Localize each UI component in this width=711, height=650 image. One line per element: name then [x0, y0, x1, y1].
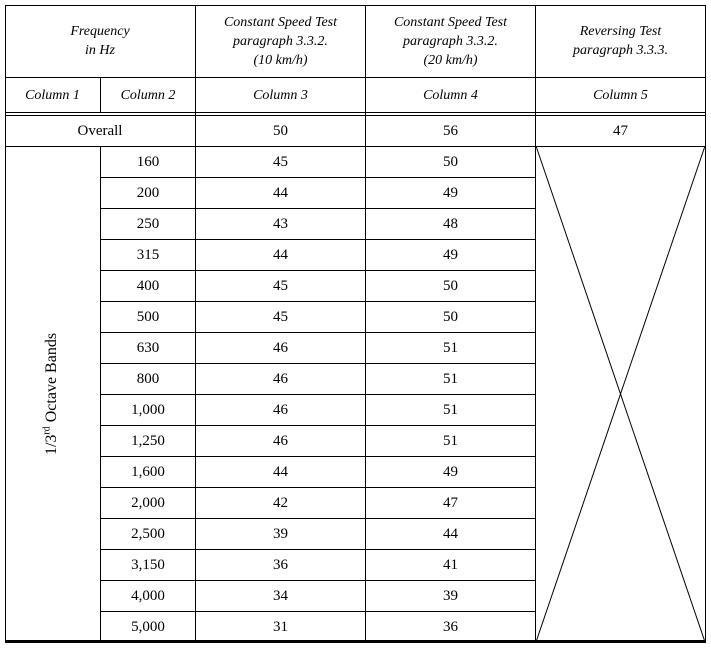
band-frequency: 1,600	[131, 463, 165, 480]
col4-header-line2: paragraph 3.3.2.	[403, 33, 498, 49]
band-col3-value: 44	[273, 463, 288, 480]
band-frequency: 200	[136, 184, 160, 201]
band-col4-value: 41	[443, 556, 458, 573]
band-col4-value: 49	[443, 463, 458, 480]
band-col3-value: 44	[273, 184, 288, 201]
column-row-double-border-top	[5, 112, 706, 113]
frequency-header-line1: Frequency	[70, 24, 130, 39]
band-col3-value: 45	[273, 153, 288, 170]
overall-label: Overall	[77, 122, 123, 139]
band-frequency: 2,000	[131, 494, 165, 511]
column-1-label: Column 1	[25, 87, 80, 103]
octave-bands-prefix: 1/3	[43, 434, 61, 455]
band-frequency: 500	[136, 308, 160, 325]
col3-header-line2: paragraph 3.3.2.	[233, 33, 328, 49]
band-col4-value: 50	[443, 277, 458, 294]
octave-bands-label	[5, 146, 100, 641]
column-5-label: Column 5	[593, 87, 648, 103]
column-2-label: Column 2	[120, 87, 176, 103]
band-col4-value: 50	[443, 308, 458, 325]
band-col3-value: 45	[273, 308, 288, 325]
band-col3-value: 46	[273, 370, 288, 387]
col5-header-line1: Reversing Test	[579, 24, 662, 39]
band-col4-value: 49	[443, 184, 458, 201]
band-col3-value: 42	[273, 494, 288, 511]
band-col3-value: 39	[273, 525, 288, 542]
col4-header-line1: Constant Speed Test	[393, 14, 508, 30]
column5-crossed-out-cell	[536, 146, 705, 642]
col4-header-line3: (20 km/h)	[423, 52, 478, 68]
band-frequency: 160	[136, 153, 160, 170]
band-col3-value: 44	[273, 246, 288, 263]
band-frequency: 1,250	[131, 432, 165, 449]
column-4-label: Column 4	[423, 87, 478, 103]
band-col4-value: 44	[443, 525, 458, 542]
band-frequency: 4,000	[131, 587, 165, 604]
band-col4-value: 51	[443, 432, 458, 449]
col3-header-line1: Constant Speed Test	[223, 14, 338, 30]
band-frequency: 2,500	[131, 525, 165, 542]
band-frequency: 400	[136, 277, 160, 294]
band-frequency: 5,000	[131, 618, 165, 635]
band-col4-value: 48	[443, 215, 458, 232]
band-col4-value: 47	[443, 494, 458, 511]
band-col3-value: 46	[273, 432, 288, 449]
band-frequency: 3,150	[131, 556, 165, 573]
band-col4-value: 39	[443, 587, 458, 604]
band-col4-value: 51	[443, 339, 458, 356]
band-col3-value: 46	[273, 339, 288, 356]
band-col3-value: 45	[273, 277, 288, 294]
band-col4-value: 36	[443, 618, 458, 635]
octave-bands-suffix: Octave Bands	[43, 332, 61, 426]
col5-header-line2: paragraph 3.3.3.	[573, 43, 668, 58]
octave-bands-superscript: rd	[42, 425, 54, 435]
band-col4-value: 51	[443, 401, 458, 418]
band-col3-value: 43	[273, 215, 288, 232]
band-frequency: 630	[136, 339, 160, 356]
band-col3-value: 31	[273, 618, 288, 635]
column-3-label: Column 3	[253, 87, 308, 103]
band-col4-value: 49	[443, 246, 458, 263]
band-frequency: 315	[136, 246, 160, 263]
col4-header	[366, 5, 535, 77]
col5-header	[536, 5, 705, 77]
band-col4-value: 50	[443, 153, 458, 170]
table-bottom-border	[5, 640, 706, 643]
col3-header-line3: (10 km/h)	[253, 52, 308, 68]
col3-header	[196, 5, 365, 77]
band-frequency: 1,000	[131, 401, 165, 418]
overall-col4: 56	[443, 122, 458, 139]
overall-col3: 50	[273, 122, 288, 139]
band-frequency: 800	[136, 370, 160, 387]
band-col4-value: 51	[443, 370, 458, 387]
table-right-border	[705, 5, 706, 642]
frequency-header-line2: in Hz	[85, 43, 115, 58]
band-frequency: 250	[136, 215, 160, 232]
band-col3-value: 36	[273, 556, 288, 573]
band-col3-value: 46	[273, 401, 288, 418]
band-col3-value: 34	[273, 587, 288, 604]
overall-col5: 47	[613, 122, 628, 139]
frequency-header	[5, 5, 195, 77]
